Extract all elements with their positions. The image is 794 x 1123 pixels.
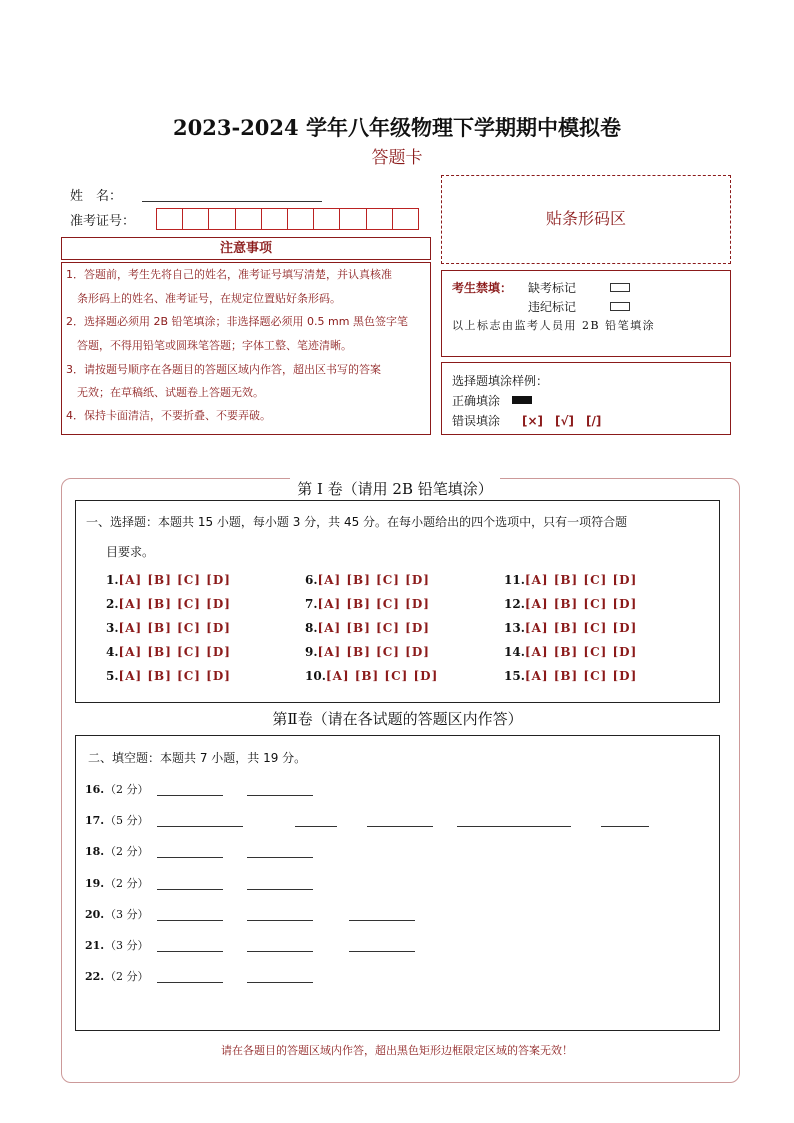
answer-blank[interactable]	[247, 795, 313, 796]
question-number: 12.	[504, 597, 525, 611]
question-points: （3 分）	[105, 908, 149, 921]
name-field[interactable]	[142, 185, 322, 202]
page-title: 2023-2024 学年八年级物理下学期期中模拟卷	[173, 115, 621, 140]
question-number: 17.	[85, 814, 105, 827]
fill-question	[85, 937, 149, 953]
exam-id-cell[interactable]	[339, 208, 366, 230]
question-number: 16.	[85, 783, 105, 796]
part1-title: 第 I 卷（请用 2B 铅笔填涂）	[290, 478, 500, 499]
part1-instruction-2: 目要求。	[106, 545, 155, 559]
correct-label: 正确填涂	[452, 394, 501, 408]
absent-mark[interactable]	[610, 283, 630, 292]
choice-question[interactable]	[106, 597, 231, 611]
question-number: 5.	[106, 669, 119, 683]
answer-options[interactable]: [A] [B] [C] [D]	[118, 645, 231, 659]
answer-blank[interactable]	[157, 951, 223, 952]
answer-options[interactable]: [A] [B] [C] [D]	[524, 597, 638, 611]
answer-options[interactable]: [A] [B] [C] [D]	[317, 621, 430, 635]
answer-options[interactable]: [A] [B] [C] [D]	[118, 597, 231, 611]
answer-blank[interactable]	[157, 826, 243, 827]
fill-question	[85, 906, 149, 922]
question-points: （5 分）	[105, 814, 149, 827]
answer-blank[interactable]	[247, 920, 313, 921]
answer-options[interactable]: [A] [B] [C] [D]	[118, 621, 231, 635]
absent-label: 缺考标记	[528, 281, 577, 295]
exam-id-cell[interactable]	[235, 208, 262, 230]
exam-id-cell[interactable]	[287, 208, 314, 230]
answer-blank[interactable]	[457, 826, 571, 827]
answer-options[interactable]: [A] [B] [C] [D]	[524, 669, 638, 683]
choice-question[interactable]	[106, 621, 231, 635]
answer-blank[interactable]	[247, 951, 313, 952]
question-points: （2 分）	[105, 845, 149, 858]
note-line: 2．选择题必须用 2B 铅笔填涂；非选择题必须用 0.5 mm 黑色签字笔	[66, 315, 408, 328]
answer-blank[interactable]	[157, 889, 223, 890]
question-number: 20.	[85, 908, 105, 921]
answer-options[interactable]: [A] [B] [C] [D]	[118, 573, 231, 587]
question-points: （3 分）	[105, 939, 149, 952]
exam-id-cells[interactable]	[156, 208, 418, 230]
question-points: （2 分）	[105, 970, 149, 983]
answer-blank[interactable]	[295, 826, 337, 827]
page-subtitle: 答题卡	[371, 148, 423, 168]
note-line: 3．请按题号顺序在各题目的答题区域内作答，超出区书写的答案	[66, 363, 381, 376]
fill-question	[85, 968, 149, 984]
question-number: 19.	[85, 877, 105, 890]
answer-blank[interactable]	[157, 982, 223, 983]
exam-id-cell[interactable]	[156, 208, 183, 230]
answer-options[interactable]: [A] [B] [C] [D]	[317, 645, 430, 659]
question-points: （2 分）	[105, 877, 149, 890]
answer-options[interactable]: [A] [B] [C] [D]	[118, 669, 231, 683]
answer-blank[interactable]	[157, 795, 223, 796]
choice-question[interactable]	[504, 597, 637, 611]
sample-box	[441, 362, 731, 435]
answer-blank[interactable]	[367, 826, 433, 827]
choice-question[interactable]	[305, 621, 430, 635]
answer-blank[interactable]	[247, 982, 313, 983]
part1-box	[75, 500, 720, 703]
fill-question	[85, 843, 149, 859]
answer-blank[interactable]	[247, 889, 313, 890]
part2-instruction: 二、填空题：本题共 7 小题，共 19 分。	[88, 751, 307, 765]
answer-blank[interactable]	[157, 857, 223, 858]
choice-question[interactable]	[106, 573, 231, 587]
choice-question[interactable]	[305, 597, 430, 611]
question-number: 13.	[504, 621, 525, 635]
note-line: 1．答题前，考生先将自己的姓名，准考证号填写清楚，并认真核准	[66, 268, 392, 281]
question-number: 4.	[106, 645, 119, 659]
answer-options[interactable]: [A] [B] [C] [D]	[317, 597, 430, 611]
note-line: 4．保持卡面清洁，不要折叠、不要弄破。	[66, 409, 271, 422]
choice-question[interactable]	[305, 669, 438, 683]
choice-question[interactable]	[106, 645, 231, 659]
question-number: 6.	[305, 573, 318, 587]
question-number: 2.	[106, 597, 119, 611]
choice-question[interactable]	[106, 669, 231, 683]
fill-question	[85, 812, 149, 828]
question-number: 1.	[106, 573, 119, 587]
note-line: 条形码上的姓名、准考证号，在规定位置贴好条形码。	[66, 292, 341, 305]
answer-options[interactable]: [A] [B] [C] [D]	[325, 669, 439, 683]
wrong-label: 错误填涂	[452, 414, 501, 428]
name-label: 姓 名：	[70, 189, 123, 204]
question-number: 14.	[504, 645, 525, 659]
part2-title: 第Ⅱ卷（请在各试题的答题区内作答）	[255, 708, 540, 729]
question-number: 10.	[305, 669, 326, 683]
choice-question[interactable]	[504, 573, 637, 587]
question-number: 22.	[85, 970, 105, 983]
correct-fill-mark	[512, 396, 532, 404]
question-number: 7.	[305, 597, 318, 611]
exam-id-label: 准考证号：	[70, 214, 136, 229]
choice-question[interactable]	[504, 645, 637, 659]
question-number: 11.	[504, 573, 525, 587]
answer-blank[interactable]	[349, 920, 415, 921]
question-points: （2 分）	[105, 783, 149, 796]
proctor-label: 考生禁填：	[452, 281, 513, 295]
question-number: 9.	[305, 645, 318, 659]
answer-blank[interactable]	[349, 951, 415, 952]
question-number: 21.	[85, 939, 105, 952]
answer-options[interactable]: [A] [B] [C] [D]	[524, 645, 638, 659]
footer-warning: 请在各题目的答题区域内作答，超出黑色矩形边框限定区域的答案无效！	[221, 1044, 573, 1057]
choice-question[interactable]	[504, 669, 637, 683]
exam-id-cell[interactable]	[261, 208, 288, 230]
note-line: 无效；在草稿纸、试题卷上答题无效。	[66, 386, 264, 399]
exam-id-cell[interactable]	[182, 208, 209, 230]
question-number: 3.	[106, 621, 119, 635]
barcode-area	[441, 175, 731, 264]
proctor-note: 以上标志由监考人员用 2B 铅笔填涂	[452, 319, 656, 332]
notes-heading: 注意事项	[219, 241, 272, 256]
question-number: 8.	[305, 621, 318, 635]
exam-id-cell[interactable]	[313, 208, 340, 230]
exam-id-cell[interactable]	[366, 208, 393, 230]
fill-question	[85, 875, 149, 891]
violation-label: 违纪标记	[528, 300, 577, 314]
notes-heading-box	[61, 237, 431, 260]
answer-options[interactable]: [A] [B] [C] [D]	[524, 621, 638, 635]
part1-instruction: 一、选择题：本题共 15 小题，每小题 3 分，共 45 分。在每小题给出的四个选项中，只有一项符合题	[86, 515, 628, 529]
answer-blank[interactable]	[247, 857, 313, 858]
part2-box	[75, 735, 720, 1031]
note-line: 答题，不得用铅笔或圆珠笔答题；字体工整、笔迹清晰。	[66, 339, 352, 352]
exam-id-cell[interactable]	[392, 208, 419, 230]
choice-question[interactable]	[305, 645, 430, 659]
choice-question[interactable]	[305, 573, 430, 587]
answer-blank[interactable]	[601, 826, 649, 827]
choice-question[interactable]	[504, 621, 637, 635]
answer-options[interactable]: [A] [B] [C] [D]	[524, 573, 638, 587]
sample-heading: 选择题填涂样例：	[452, 374, 549, 388]
wrong-marks: [×] [√] [/]	[522, 414, 602, 428]
question-number: 15.	[504, 669, 525, 683]
exam-id-cell[interactable]	[208, 208, 235, 230]
violation-mark[interactable]	[610, 302, 630, 311]
notes-box	[61, 262, 431, 435]
fill-question	[85, 781, 149, 797]
proctor-box	[441, 270, 731, 357]
answer-options[interactable]: [A] [B] [C] [D]	[317, 573, 430, 587]
question-number: 18.	[85, 845, 105, 858]
answer-blank[interactable]	[157, 920, 223, 921]
barcode-label: 贴条形码区	[545, 209, 626, 228]
